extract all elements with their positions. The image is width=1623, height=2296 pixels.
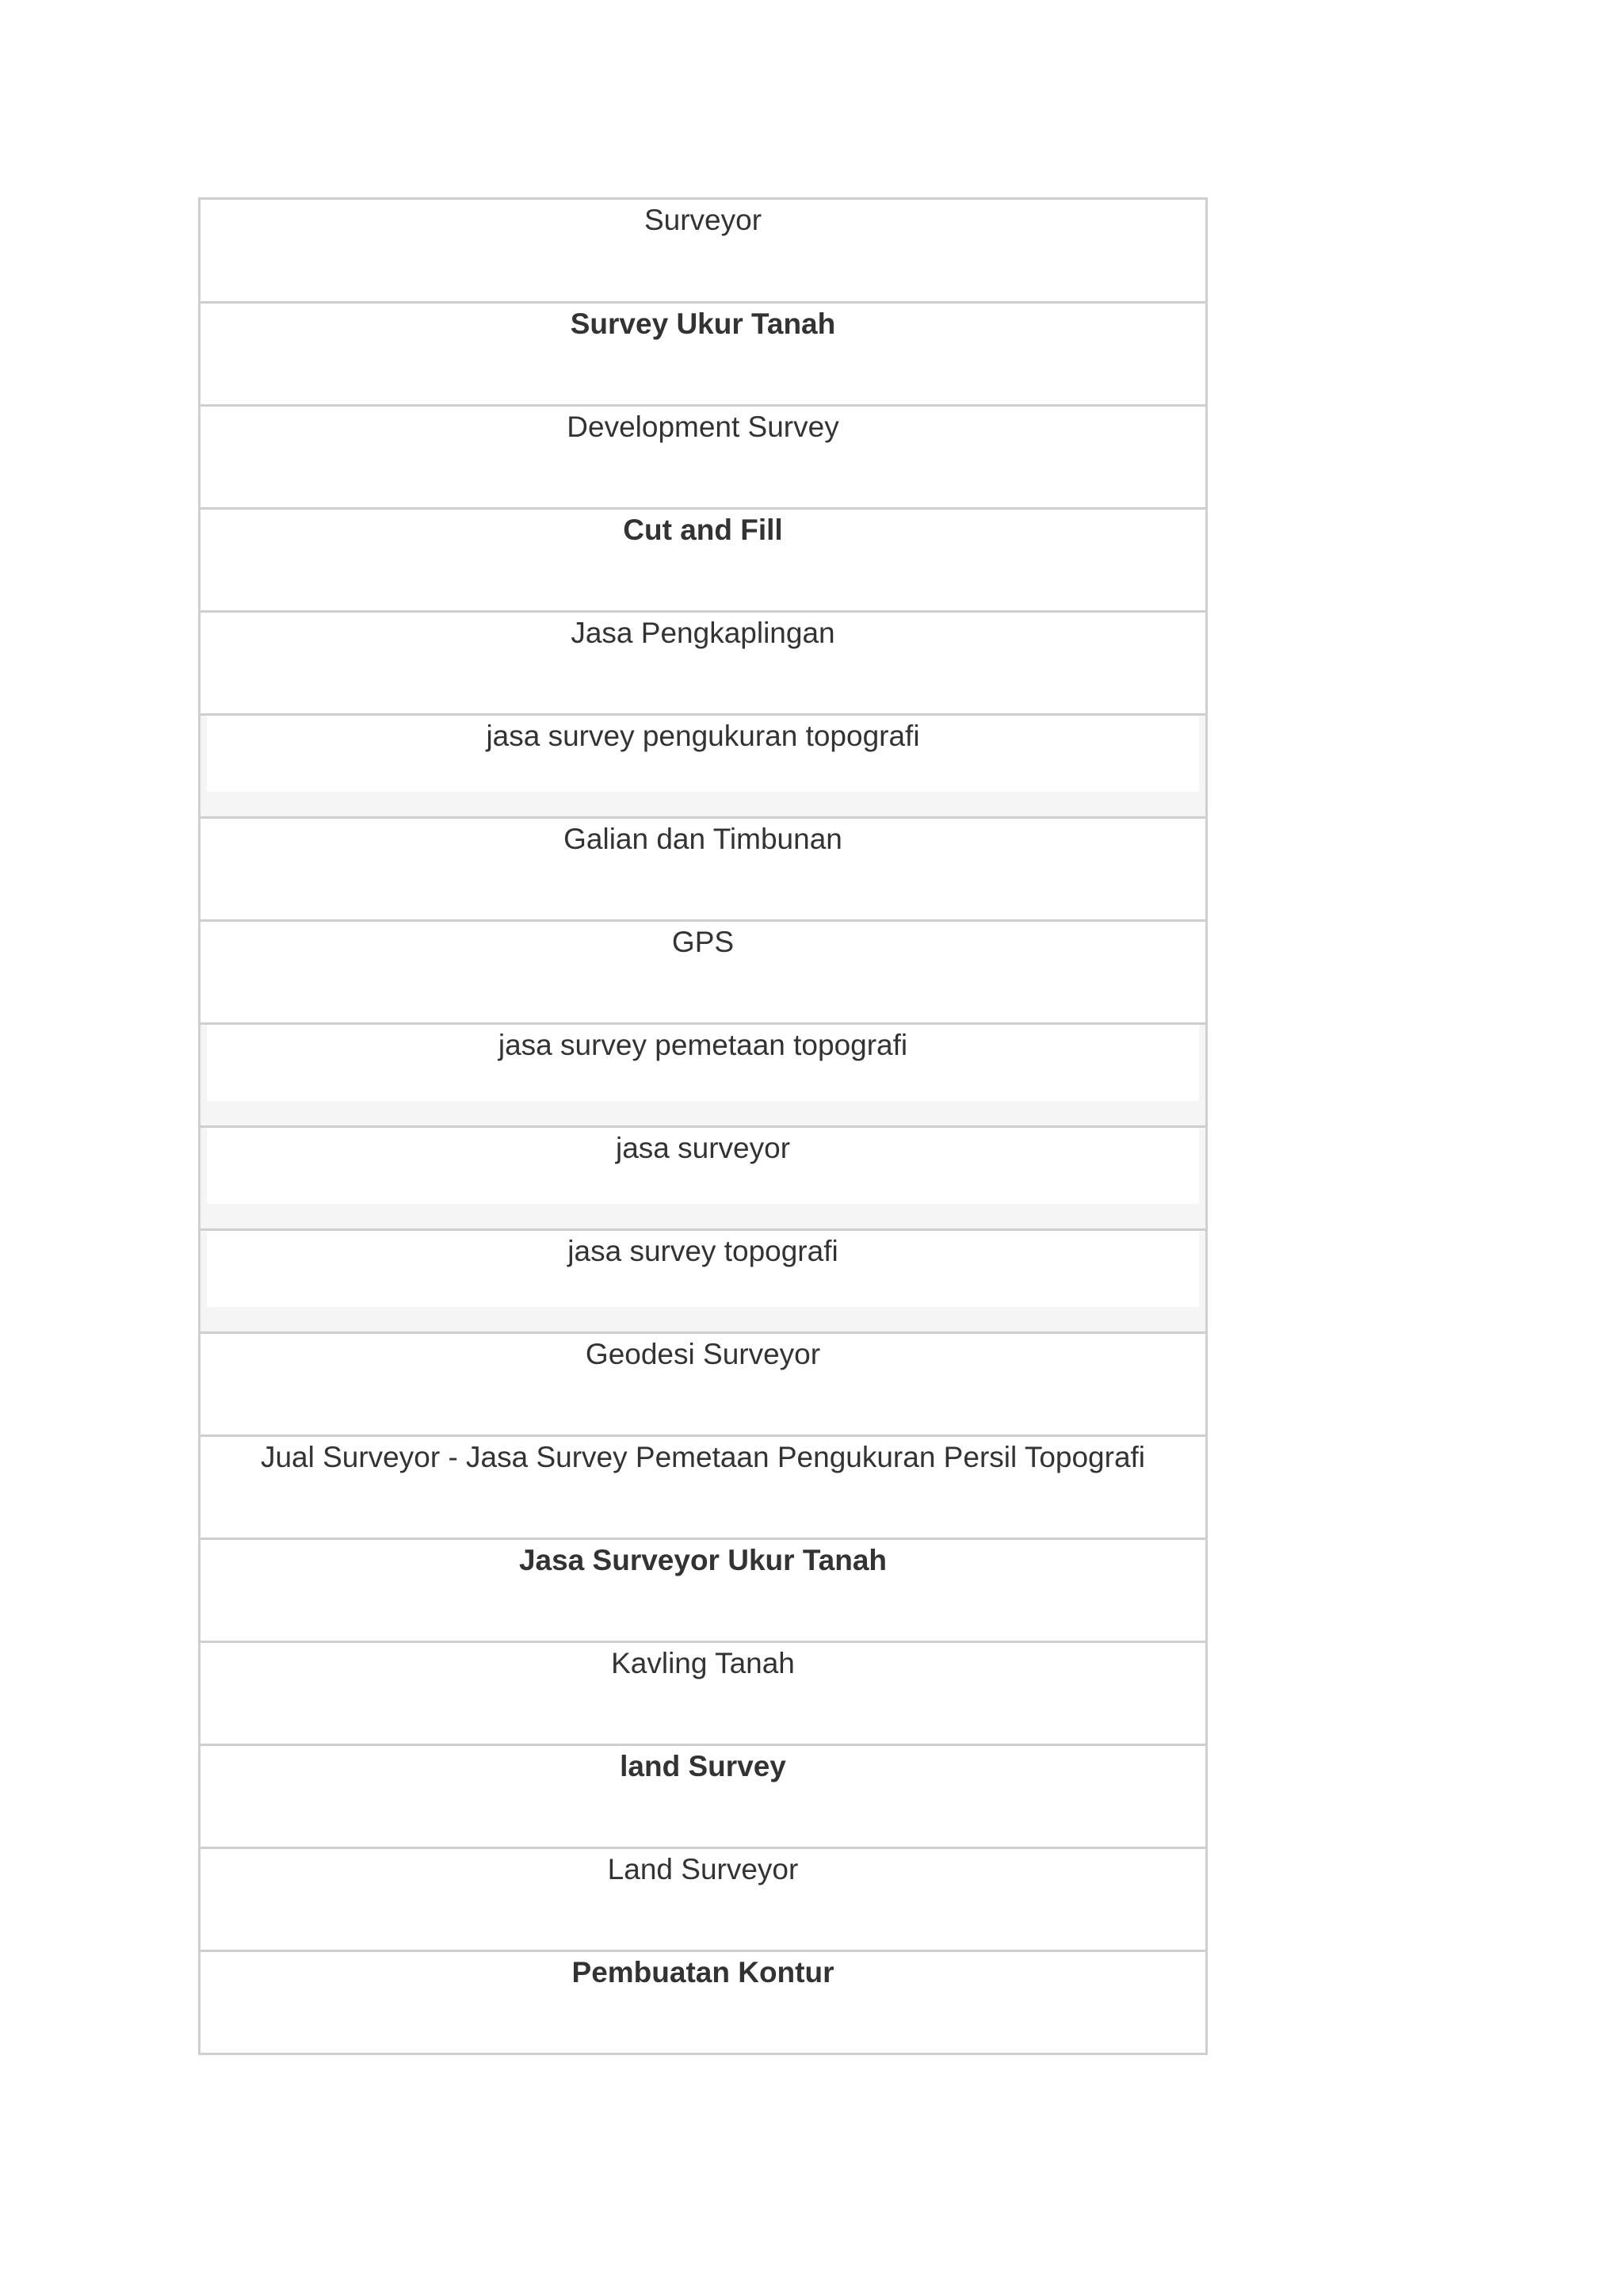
table-row [200,1331,1205,1435]
table-row [200,816,1205,919]
table-row [200,1538,1205,1641]
table-row [200,1228,1205,1331]
row-label: Pembuatan Kontur [571,1956,834,1988]
row-label: Cut and Fill [623,514,783,546]
table-row [200,1641,1205,1744]
row-label: Land Surveyor [607,1853,799,1885]
table-row [200,1125,1205,1228]
table-row [200,1744,1205,1847]
table-row [200,1435,1205,1538]
row-label: Jasa Pengkaplingan [571,617,835,649]
row-label: jasa survey pemetaan topografi [498,1029,908,1061]
table-row [200,919,1205,1022]
table-row [200,610,1205,713]
row-label: Jasa Surveyor Ukur Tanah [518,1544,888,1576]
table-row [200,1022,1205,1125]
row-label: Jual Surveyor - Jasa Survey Pemetaan Pengukuran Persil Topografi [260,1441,1146,1473]
row-label: Geodesi Surveyor [585,1338,821,1370]
table-row [200,1847,1205,1950]
row-label: GPS [671,926,735,958]
row-label: jasa surveyor [615,1132,791,1164]
row-label: Kavling Tanah [611,1647,795,1679]
row-label: jasa survey pengukuran topografi [486,720,920,752]
row-label: Development Survey [567,411,839,443]
row-label: land Survey [620,1750,786,1782]
table-row [200,507,1205,610]
row-label: Galian dan Timbunan [563,823,842,855]
row-label: Surveyor [643,204,762,236]
row-label: Survey Ukur Tanah [570,308,836,340]
table-row [200,1950,1205,2053]
table-row [200,301,1205,404]
table-row [200,200,1205,301]
row-label: jasa survey topografi [567,1235,838,1267]
table-row [200,404,1205,507]
table-row [200,713,1205,816]
keyword-table [198,197,1208,2055]
